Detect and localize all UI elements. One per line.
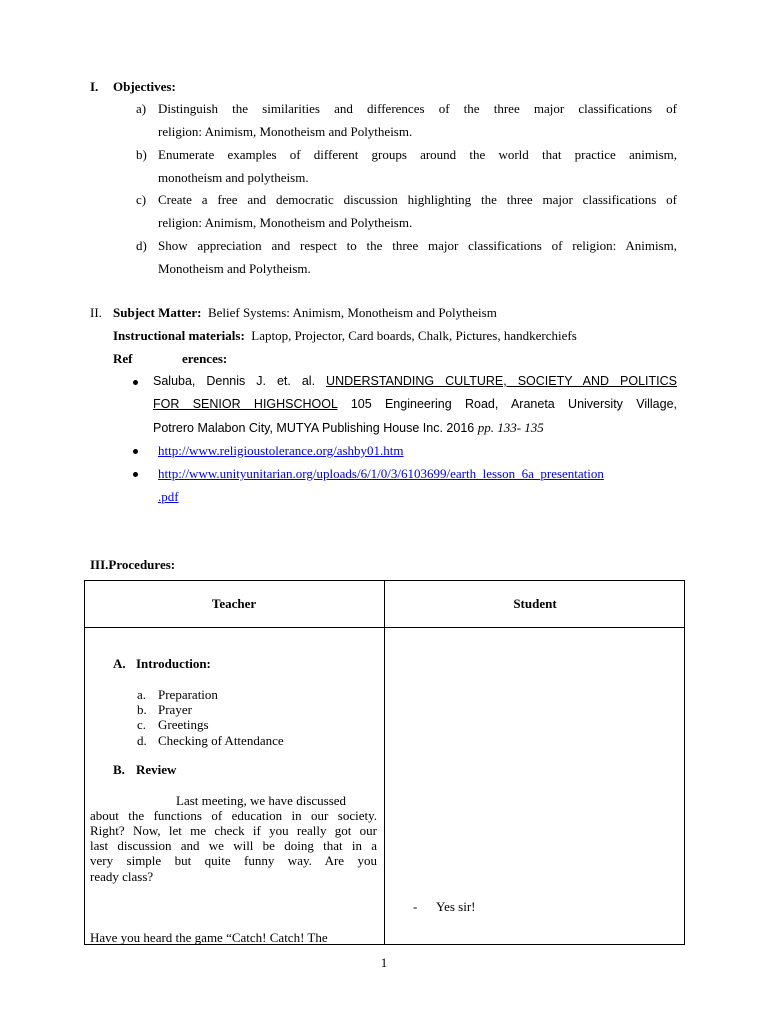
review-line: ready class?: [90, 869, 154, 884]
reference-book-address-2: Potrero Malabon City, MUTYA Publishing House Inc. 2016: [153, 421, 475, 435]
subject-matter-heading: Subject Matter:: [113, 305, 202, 320]
objective-marker: c): [136, 192, 147, 207]
intro-item-marker: b.: [137, 702, 147, 717]
objective-text: Distinguish the similarities and differences of the three major classifications of: [158, 101, 677, 116]
references-label-part2: erences:: [182, 351, 228, 366]
intro-item-label: Greetings: [158, 717, 209, 732]
objective-text: Show appreciation and respect to the three major classifications of religion: Animism,: [158, 238, 677, 253]
bullet-icon: [133, 449, 138, 454]
reference-book-authors: Saluba, Dennis J. et. al.: [153, 374, 316, 388]
objective-text-cont: religion: Animism, Monotheism and Polytheism.: [158, 124, 413, 139]
review-line: last discussion and we will be doing that in a: [90, 838, 377, 853]
column-header-teacher: Teacher: [211, 596, 257, 611]
objective-text: Enumerate examples of different groups around the world that practice animism,: [158, 147, 677, 162]
intro-item-label: Prayer: [158, 702, 192, 717]
objectives-heading: Objectives:: [113, 79, 176, 94]
section-b-title: Review: [136, 762, 177, 777]
objective-text: Create a free and democratic discussion highlighting the three major classifications of: [158, 192, 677, 207]
objective-marker: d): [136, 238, 147, 253]
reference-link-unityunitarian[interactable]: http://www.unityunitarian.org/uploads/6/1/0/3/6103699/earth_lesson_6a_presentation: [158, 466, 604, 481]
student-dash: -: [413, 899, 418, 914]
procedures-heading: III.Procedures:: [90, 557, 176, 572]
section-b-marker: B.: [113, 762, 125, 777]
reference-book-line2: [153, 397, 677, 411]
intro-item-label: Preparation: [158, 687, 218, 702]
column-header-student: Student: [513, 596, 557, 611]
reference-book-line1: [153, 374, 677, 388]
section-a-title: Introduction:: [136, 656, 211, 671]
intro-item-marker: c.: [137, 717, 147, 732]
review-line: Right? Now, let me check if you really got our: [90, 823, 377, 838]
subject-matter-value: Belief Systems: Animism, Monotheism and Polytheism: [207, 305, 497, 320]
reference-book-address-1: 105 Engineering Road, Araneta University Village,: [350, 397, 677, 411]
bullet-icon: [133, 380, 138, 385]
page-number: 1: [380, 955, 388, 970]
objective-marker: b): [136, 147, 147, 162]
materials-value: Laptop, Projector, Card boards, Chalk, Pictures, handkerchiefs: [251, 328, 577, 343]
intro-item-label: Checking of Attendance: [158, 733, 284, 748]
section-a-marker: A.: [113, 656, 126, 671]
reference-book-title-1: UNDERSTANDING CULTURE, SOCIETY AND POLITICS: [326, 374, 677, 388]
objective-text-cont: Monotheism and Polytheism.: [158, 261, 311, 276]
table-header-divider: [84, 627, 685, 628]
reference-link-religioustolerance[interactable]: http://www.religioustolerance.org/ashby01.htm: [158, 443, 404, 458]
objectives-numeral: I.: [90, 79, 99, 94]
reference-book-pages: pp. 133- 135: [477, 420, 544, 435]
student-reply: Yes sir!: [436, 899, 476, 914]
bullet-icon: [133, 472, 138, 477]
table-column-divider: [384, 580, 385, 945]
subject-matter-numeral: II.: [90, 305, 102, 320]
reference-book-title-2: FOR SENIOR HIGHSCHOOL: [153, 397, 338, 411]
objective-text-cont: monotheism and polytheism.: [158, 170, 309, 185]
reference-link-unityunitarian-cont[interactable]: .pdf: [158, 489, 179, 504]
objective-marker: a): [136, 101, 147, 116]
review-line: Last meeting, we have discussed: [176, 793, 347, 808]
review-line: about the functions of education in our society.: [90, 808, 377, 823]
intro-item-marker: a.: [137, 687, 147, 702]
intro-item-marker: d.: [137, 733, 147, 748]
materials-label: Instructional materials:: [113, 328, 245, 343]
references-label-part1: Ref: [113, 351, 133, 366]
teacher-next-line: Have you heard the game “Catch! Catch! The: [90, 930, 328, 945]
review-line: very simple but quite funny way. Are you: [90, 853, 377, 868]
objective-text-cont: religion: Animism, Monotheism and Polytheism.: [158, 215, 413, 230]
reference-book-line3: [153, 420, 544, 436]
